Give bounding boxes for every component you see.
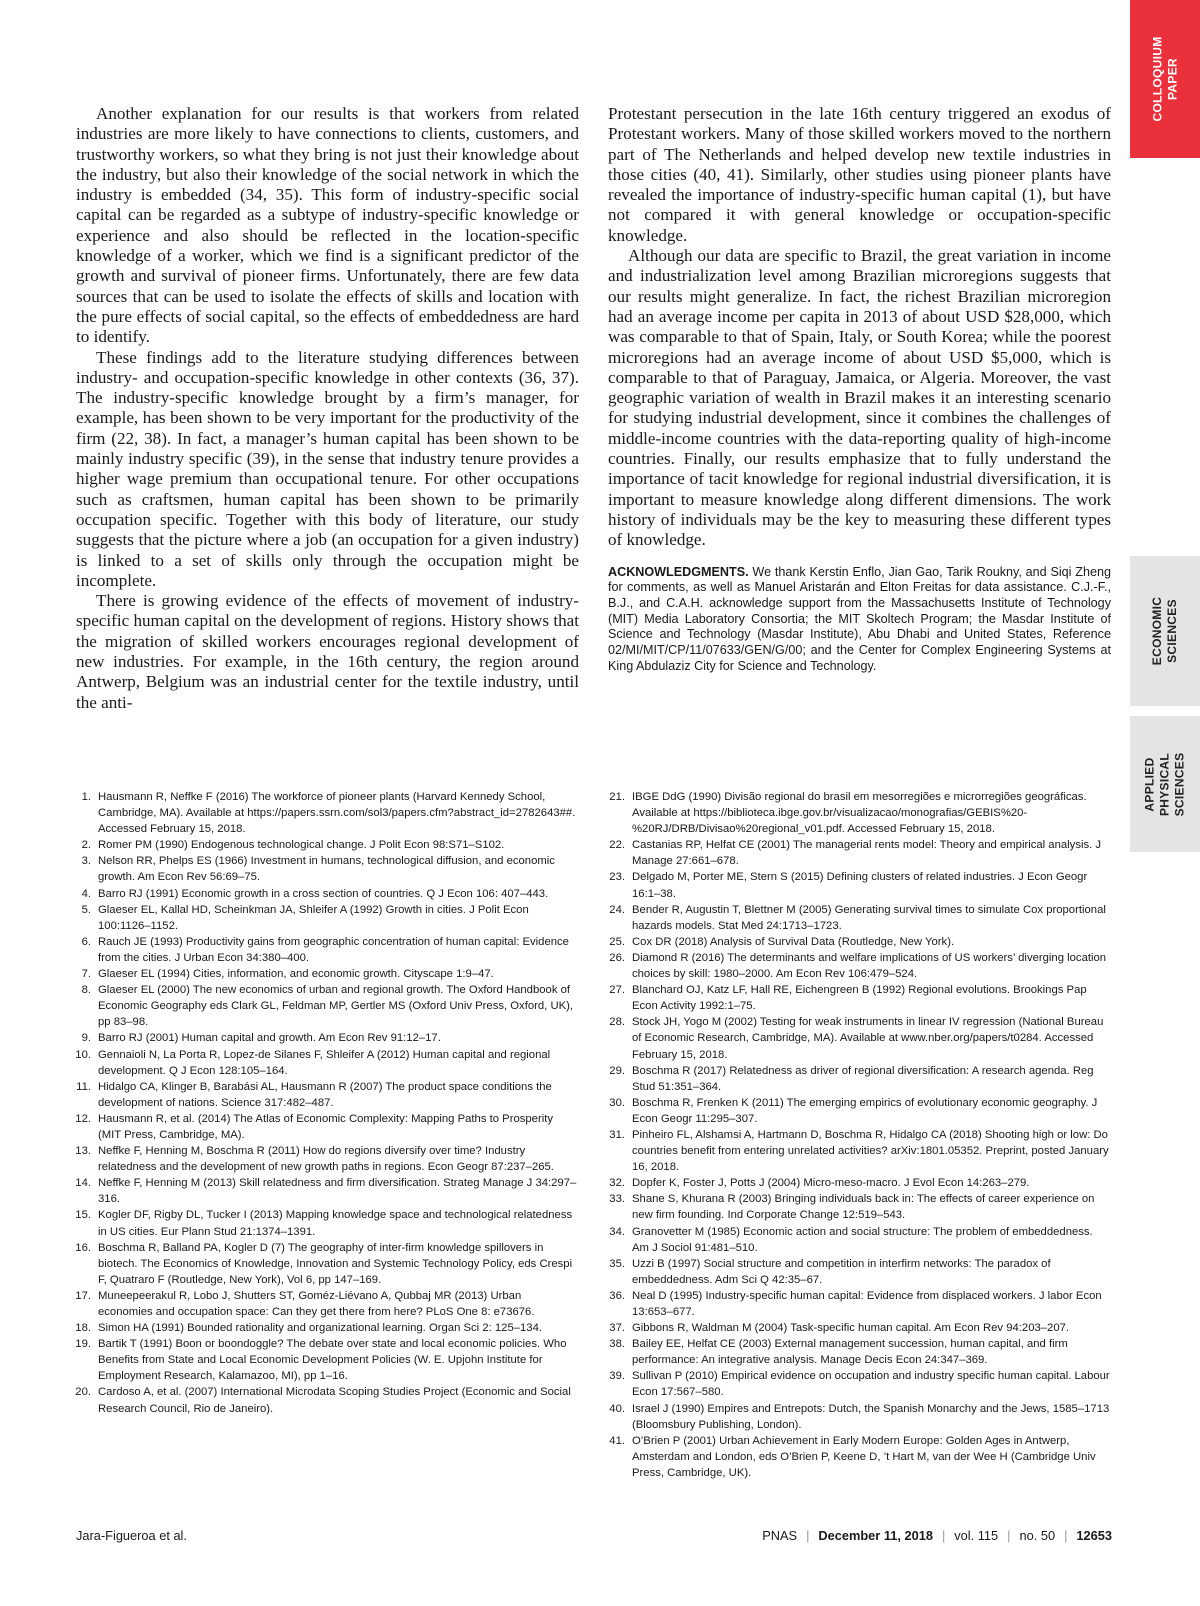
reference-text: Glaeser EL (2000) The new economics of urban and regional growth. The Oxford Handbook of Economic Geography eds Clark GL, Feldman MP, Gertler MS (Oxford Univ Press, Oxford, UK), pp 83–98.: [98, 984, 574, 1029]
reference-number: 40.: [609, 1402, 625, 1415]
applied-physical-sciences-label: APPLIED PHYSICAL SCIENCES: [1142, 752, 1187, 816]
reference-item: [72, 886, 577, 902]
reference-number: 36.: [609, 1289, 625, 1302]
reference-number: 38.: [609, 1338, 625, 1351]
reference-item: [72, 982, 577, 1030]
footer-issue: no. 50: [1019, 1528, 1056, 1543]
reference-number: 31.: [609, 1128, 625, 1141]
reference-number: 1.: [81, 791, 91, 803]
reference-item: [72, 1143, 577, 1175]
reference-number: 23.: [609, 871, 625, 884]
reference-number: 18.: [75, 1322, 91, 1335]
reference-number: 41.: [609, 1434, 625, 1447]
references-right: [606, 789, 1111, 1481]
reference-text: Delgado M, Porter ME, Stern S (2015) Defining clusters of related industries. J Econ Geogr 16:1–38.: [632, 871, 1088, 900]
reference-item: [72, 934, 577, 966]
reference-number: 2.: [81, 839, 91, 852]
body-column-left: [76, 104, 579, 713]
reference-item: [606, 1288, 1111, 1320]
reference-number: 26.: [609, 951, 625, 964]
reference-text: Nelson RR, Phelps ES (1966) Investment in humans, technological diffusion, and economic growth. Am Econ Rev 56:69–75.: [98, 855, 555, 884]
reference-text: Bender R, Augustin T, Blettner M (2005) Generating survival times to simulate Cox proportional hazards models. Stat Med 24:1713–1723.: [632, 903, 1106, 932]
reference-text: Hidalgo CA, Klinger B, Barabási AL, Hausmann R (2007) The product space conditions the development of nations. Science 317:482–487.: [98, 1080, 552, 1109]
acknowledgments-text: We thank Kerstin Enflo, Jian Gao, Tarik Roukny, and Siqi Zheng for comments, as well as Manuel Aristarán and Elton Freitas for data assistance. C.J.-F., B.J., and C.A.H. acknowledge support from the Massachusetts Institute of Technology (MIT) Media Laboratory Consortia; the MIT Skoltech Program; the Masdar Institute of Science and Technology (Masdar Institute), Abu Dhabi and United States, Reference 02/MI/MIT/CP/11/07633/GEN/G/00; and the Center for Complex Engineering Systems at King Abdulaziz City for Science and Technology.: [608, 564, 1111, 673]
reference-text: Hausmann R, Neffke F (2016) The workforce of pioneer plants (Harvard Kennedy School, Cambridge, MA). Available at https://papers.ssrn.com/sol3/papers.cfm?abstract_id=2782643##. Accessed February 15, 2018.: [98, 791, 576, 836]
references-left: [72, 789, 577, 1417]
footer-date: December 11, 2018: [818, 1528, 933, 1543]
reference-text: Glaeser EL, Kallal HD, Scheinkman JA, Shleifer A (1992) Growth in cities. J Polit Econ 100:1126–1152.: [98, 903, 529, 932]
reference-text: Neffke F, Henning M (2013) Skill relatedness and firm diversification. Strateg Manage J 34:297–316.: [98, 1177, 577, 1206]
reference-item: [606, 1127, 1111, 1175]
reference-item: [606, 789, 1111, 837]
reference-number: 24.: [609, 903, 625, 916]
reference-item: [606, 1095, 1111, 1127]
reference-number: 10.: [75, 1048, 91, 1061]
reference-text: Neffke F, Henning M, Boschma R (2011) How do regions diversify over time? Industry relatedness and the development of new growth paths in regions. Econ Geogr 87:237–265.: [98, 1145, 554, 1174]
body-paragraph: Although our data are specific to Brazil, the great variation in income and industrialization level among Brazilian microregions suggests that our results might generalize. In fact, the richest Brazilian microregion had an average income per capita in 2013 of about USD $28,000, which was comparable to that of Spain, Italy, or South Korea; while the poorest microregions had an average income of about USD $5,000, which is comparable to that of Paraguay, Jamaica, or Algeria. Moreover, the vast geographic variation of wealth in Brazil makes it an interesting scenario for studying industrial development, since it combines the challenges of middle-income countries with the data-reporting quality of high-income countries. Finally, our results emphasize that to fully understand the importance of tacit knowledge for regional industrial diversification, it is important to measure knowledge along different dimensions. The work history of individuals may be the key to measuring these different types of knowledge.: [608, 246, 1111, 550]
reference-text: Israel J (1990) Empires and Entrepots: Dutch, the Spanish Monarchy and the Jews, 1585–1713 (Bloomsbury Publishing, London).: [632, 1402, 1110, 1431]
reference-item: [72, 789, 577, 837]
reference-item: [606, 1224, 1111, 1256]
reference-number: 15.: [75, 1209, 91, 1222]
economic-sciences-tab: [1130, 556, 1200, 706]
reference-item: [606, 1368, 1111, 1400]
reference-item: [72, 1207, 577, 1239]
reference-text: Boschma R (2017) Relatedness as driver of regional diversification: A research agenda. Reg Stud 51:351–364.: [632, 1064, 1094, 1093]
reference-number: 3.: [81, 855, 91, 868]
reference-number: 28.: [609, 1016, 625, 1029]
reference-item: [606, 1014, 1111, 1062]
reference-item: [606, 837, 1111, 869]
reference-item: [72, 902, 577, 934]
reference-text: Cardoso A, et al. (2007) International Microdata Scoping Studies Project (Economic and Social Research Council, Rio de Janeiro).: [98, 1386, 571, 1415]
colloquium-paper-tab: [1130, 0, 1200, 158]
reference-text: Boschma R, Balland PA, Kogler D (7) The geography of inter-firm knowledge spillovers in biotech. The Economics of Knowledge, Innovation and Systemic Technology Policy, eds Crespi F, Quatraro F (Routledge, New York), Vol 6, pp 147–169.: [98, 1241, 573, 1286]
reference-item: [606, 1336, 1111, 1368]
reference-number: 33.: [609, 1193, 625, 1206]
reference-text: Granovetter M (1985) Economic action and social structure: The problem of embeddedness. Am J Sociol 91:481–510.: [632, 1225, 1093, 1254]
reference-number: 17.: [75, 1289, 91, 1302]
body-paragraph: These findings add to the literature studying differences between industry- and occupation-specific knowledge in other contexts (36, 37). The industry-specific knowledge brought by a firm’s manager, for example, has been shown to be very important for the productivity of the firm (22, 38). In fact, a manager’s human capital has been shown to be mainly industry specific (39), in the sense that industry tenure provides a higher wage premium than occupational tenure. For other occupations such as craftsmen, human capital has been shown to be primarily occupation specific. Together with this body of literature, our study suggests that the picture where a job (an occupation for a given industry) is linked to a set of skills only through the occupation might be incomplete.: [76, 347, 579, 590]
acknowledgments-heading: ACKNOWLEDGMENTS.: [608, 564, 749, 579]
reference-number: 37.: [609, 1322, 625, 1335]
reference-text: IBGE DdG (1990) Divisão regional do brasil em mesorregiões e microrregiões geográficas. Available at https://biblioteca.ibge.gov.br/visualizacao/monografias/GEBIS%20-%20RJ/DRB/Divisao%20regional_v01.pdf. Accessed February 15, 2018.: [632, 791, 1087, 836]
reference-item: [606, 1063, 1111, 1095]
reference-text: O’Brien P (2001) Urban Achievement in Early Modern Europe: Golden Ages in Antwerp, Amsterdam and London, eds O’Brien P, Keene D, ’t Hart M, van der Wee H (Cambridge Univ Press, Cambridge, UK).: [632, 1434, 1096, 1479]
reference-item: [606, 1191, 1111, 1223]
reference-number: 32.: [609, 1177, 625, 1190]
reference-item: [606, 950, 1111, 982]
reference-number: 13.: [75, 1145, 91, 1158]
reference-number: 12.: [75, 1112, 91, 1125]
reference-number: 6.: [81, 935, 91, 948]
reference-item: [72, 837, 577, 853]
footer-journal: PNAS: [762, 1528, 798, 1543]
reference-number: 5.: [81, 903, 91, 916]
reference-text: Castanias RP, Helfat CE (2001) The managerial rents model: Theory and empirical analysis. J Manage 27:661–678.: [632, 839, 1102, 868]
body-column-right: [608, 104, 1111, 674]
reference-text: Neal D (1995) Industry-specific human capital: Evidence from displaced workers. J labor Econ 13:653–677.: [632, 1289, 1102, 1318]
footer-authors: Jara-Figueroa et al.: [76, 1528, 187, 1543]
reference-item: [606, 869, 1111, 901]
reference-text: Dopfer K, Foster J, Potts J (2004) Micro-meso-macro. J Evol Econ 14:263–279.: [632, 1177, 1030, 1190]
reference-text: Gibbons R, Waldman M (2004) Task-specific human capital. Am Econ Rev 94:203–207.: [632, 1322, 1070, 1335]
reference-item: [72, 1111, 577, 1143]
reference-text: Boschma R, Frenken K (2011) The emerging empirics of evolutionary economic geography. J Econ Geogr 11:295–307.: [632, 1096, 1098, 1125]
reference-text: Cox DR (2018) Analysis of Survival Data (Routledge, New York).: [632, 935, 955, 948]
reference-text: Simon HA (1991) Bounded rationality and organizational learning. Organ Sci 2: 125–134.: [98, 1322, 543, 1335]
acknowledgments: [608, 565, 1111, 675]
reference-number: 7.: [81, 968, 91, 981]
reference-number: 29.: [609, 1064, 625, 1077]
reference-number: 9.: [81, 1032, 91, 1045]
reference-text: Pinheiro FL, Alshamsi A, Hartmann D, Boschma R, Hidalgo CA (2018) Shooting high or low: Do countries benefit from entering unrelated activities? arXiv:1801.05352. Preprint, posted January 16, 2018.: [632, 1128, 1109, 1174]
reference-text: Kogler DF, Rigby DL, Tucker I (2013) Mapping knowledge space and technological relatedness in US cities. Eur Plann Stud 21:1374–1391.: [98, 1209, 573, 1238]
reference-number: 8.: [81, 984, 91, 997]
reference-text: Barro RJ (1991) Economic growth in a cross section of countries. Q J Econ 106: 407–443.: [98, 887, 549, 900]
footer-volume: vol. 115: [954, 1528, 999, 1543]
reference-item: [72, 853, 577, 885]
reference-text: Muneepeerakul R, Lobo J, Shutters ST, Goméz-Liévano A, Qubbaj MR (2013) Urban economies and occupation space: Can they get there from here? PLoS One 8: e73676.: [98, 1289, 535, 1318]
reference-number: 27.: [609, 984, 625, 997]
reference-number: 21.: [609, 791, 625, 803]
reference-item: [72, 1336, 577, 1384]
reference-item: [606, 1433, 1111, 1481]
body-paragraph: Another explanation for our results is that workers from related industries are more likely to have connections to clients, customers, and trustworthy workers, so what they bring is not just their knowledge about the industry, but also their knowledge of the social network in which the industry is embedded (34, 35). This form of industry-specific social capital can be regarded as a subtype of industry-specific knowledge or experience and also should be reflected in the location-specific knowledge of a worker, which we find is a significant predictor of the growth and survival of pioneer firms. Unfortunately, there are few data sources that can be used to isolate the effects of skills and location with the pure effects of social capital, so the effects of embeddedness are hard to identify.: [76, 104, 579, 347]
reference-text: Stock JH, Yogo M (2002) Testing for weak instruments in linear IV regression (National Bureau of Economic Research, Cambridge, MA). Available at www.nber.org/papers/t0284. Accessed February 15, 2018.: [632, 1016, 1104, 1061]
reference-text: Rauch JE (1993) Productivity gains from geographic concentration of human capital: Evidence from the cities. J Urban Econ 34:380–400.: [98, 935, 569, 964]
reference-text: Romer PM (1990) Endogenous technological change. J Polit Econ 98:S71–S102.: [98, 839, 505, 852]
body-paragraph: Protestant persecution in the late 16th century triggered an exodus of Protestant workers. Many of those skilled workers moved to the northern part of The Netherlands and helped develop new textile industries in those cities (40, 41). Similarly, other studies using pioneer plants have revealed the importance of industry-specific human capital (1), but have not compared it with general knowledge or occupation-specific knowledge.: [608, 104, 1111, 245]
reference-text: Shane S, Khurana R (2003) Bringing individuals back in: The effects of career experience on new firm founding. Ind Corporate Change 12:519–543.: [632, 1193, 1095, 1222]
reference-item: [72, 1030, 577, 1046]
economic-sciences-label: ECONOMIC SCIENCES: [1150, 596, 1179, 666]
reference-item: [72, 966, 577, 982]
reference-number: 19.: [75, 1338, 91, 1351]
reference-text: Bartik T (1991) Boon or boondoggle? The debate over state and local economic policies. Who Benefits from State and Local Economic Development Policies (W. E. Upjohn Institute for Employment Research, Kalamazoo, MI), pp 1–16.: [98, 1338, 567, 1383]
reference-text: Barro RJ (2001) Human capital and growth. Am Econ Rev 91:12–17.: [98, 1032, 441, 1045]
reference-item: [606, 1175, 1111, 1191]
reference-item: [606, 902, 1111, 934]
reference-text: Sullivan P (2010) Empirical evidence on occupation and industry specific human capital. Labour Econ 17:567–580.: [632, 1370, 1110, 1399]
reference-number: 30.: [609, 1096, 625, 1109]
body-paragraph: There is growing evidence of the effects of movement of industry-specific human capital on the development of regions. History shows that the migration of skilled workers encourages regional development of new industries. For example, in the 16th century, the region around Antwerp, Belgium was an industrial center for the textile industry, until the anti-: [76, 591, 579, 712]
reference-text: Bailey EE, Helfat CE (2003) External management succession, human capital, and firm performance: An integrative analysis. Manage Decis Econ 24:347–369.: [632, 1338, 1068, 1367]
reference-text: Glaeser EL (1994) Cities, information, and economic growth. Cityscape 1:9–47.: [98, 968, 494, 981]
reference-number: 14.: [75, 1177, 91, 1190]
reference-text: Diamond R (2016) The determinants and welfare implications of US workers’ diverging location choices by skill: 1980–2000. Am Econ Rev 106:479–524.: [632, 951, 1107, 981]
reference-item: [72, 1320, 577, 1336]
reference-item: [72, 1175, 577, 1207]
footer-citation: PNAS | December 11, 2018 | vol. 115 | no. 50 | 12653: [762, 1528, 1112, 1543]
reference-item: [72, 1047, 577, 1079]
reference-item: [606, 1256, 1111, 1288]
reference-item: [72, 1288, 577, 1320]
applied-physical-sciences-tab: [1130, 716, 1200, 852]
reference-number: 25.: [609, 935, 625, 948]
reference-number: 35.: [609, 1257, 625, 1270]
reference-number: 11.: [76, 1080, 91, 1093]
reference-number: 4.: [81, 887, 91, 900]
reference-item: [606, 1320, 1111, 1336]
reference-text: Uzzi B (1997) Social structure and competition in interfirm networks: The paradox of embeddedness. Adm Sci Q 42:35–67.: [632, 1257, 1051, 1286]
reference-number: 16.: [75, 1241, 91, 1254]
reference-number: 34.: [609, 1225, 625, 1238]
reference-item: [606, 982, 1111, 1014]
reference-number: 20.: [75, 1386, 91, 1399]
reference-item: [72, 1240, 577, 1288]
reference-item: [72, 1384, 577, 1416]
reference-text: Blanchard OJ, Katz LF, Hall RE, Eichengreen B (1992) Regional evolutions. Brookings Pap Econ Activity 1992:1–75.: [632, 984, 1087, 1013]
reference-text: Gennaioli N, La Porta R, Lopez-de Silanes F, Shleifer A (2012) Human capital and regional development. Q J Econ 128:105–164.: [98, 1048, 551, 1077]
reference-number: 39.: [609, 1370, 625, 1383]
footer-page: 12653: [1076, 1528, 1112, 1543]
reference-text: Hausmann R, et al. (2014) The Atlas of Economic Complexity: Mapping Paths to Prosperity (MIT Press, Cambridge, MA).: [98, 1112, 554, 1141]
colloquium-paper-label: COLLOQUIUM PAPER: [1150, 36, 1179, 122]
reference-number: 22.: [609, 839, 625, 852]
reference-item: [606, 934, 1111, 950]
reference-item: [72, 1079, 577, 1111]
reference-item: [606, 1401, 1111, 1433]
